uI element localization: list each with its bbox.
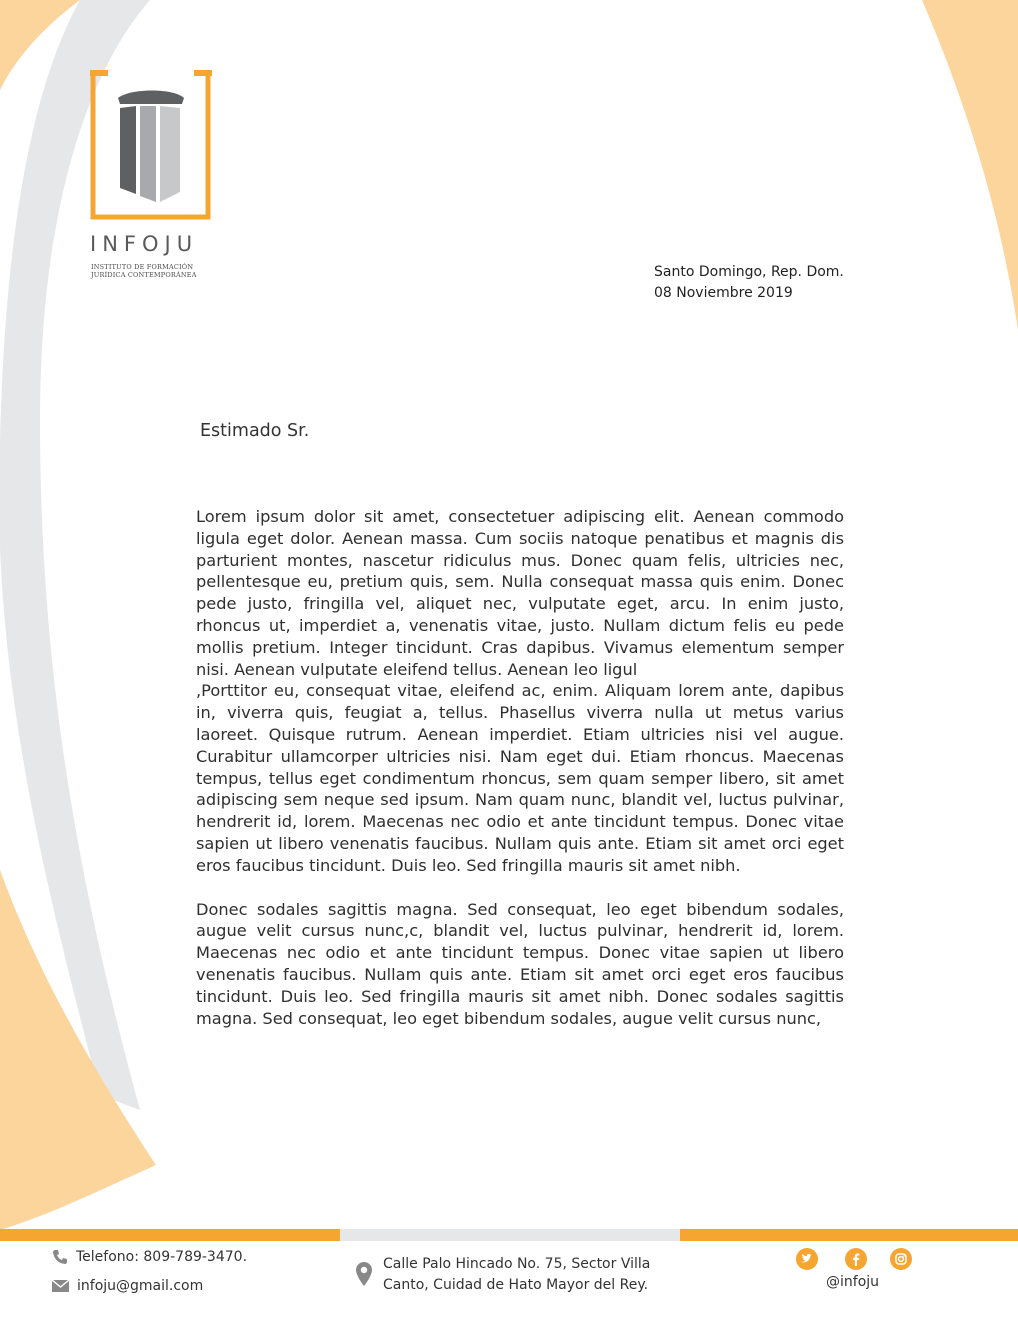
letter-paragraph-2: ,Porttitor eu, consequat vitae, eleifend ac, enim. Aliquam lorem ante, dapibus in, viverra quis, feugiat a, tellus. Phasellus viverra nulla ut metus varius laoreet. Quisque rutrum. Aenean imperdiet. Etiam ultricies nisi vel augue. Curabitur ullamcorper ultricies nisi. Nam eget dui. Etiam rhoncus. Maecenas tempus, tellus eget condimentum rhoncus, sem quam semper libero, sit amet adipiscing sem neque sed ipsum. Nam quam nunc, blandit vel, luctus pulvinar, hendrerit id, lorem. Maecenas nec odio et ante tincidunt tempus. Donec vitae sapien ut libero venenatis faucibus. Nullam quis ante. Etiam sit amet orci eget eros faucibus tincidunt. Duis leo. Sed fringilla mauris sit amet nibh. bbox=[196, 681, 844, 875]
footer-address bbox=[356, 1254, 650, 1296]
letter-body bbox=[196, 506, 844, 1029]
footer-address-line2: Canto, Cuidad de Hato Mayor del Rey. bbox=[383, 1277, 649, 1293]
footer-email bbox=[52, 1278, 203, 1294]
letter-paragraph-3: Donec sodales sagittis magna. Sed consequat, leo eget bibendum sodales, augue velit cursus nunc,c, blandit vel, luctus pulvinar, hendrerit id, lorem. Maecenas nec odio et ante tincidunt tempus. Donec vitae sapien ut libero venenatis faucibus. Nullam quis ante. Etiam sit amet orci eget eros faucibus tincidunt. Duis leo. Sed fringilla mauris sit amet nibh. Donec sodales sagittis magna. Sed consequat, leo eget bibendum sodales, augue velit cursus nunc, bbox=[196, 899, 844, 1028]
footer-stripe-orange-left bbox=[0, 1229, 340, 1241]
footer-stripe-orange-right bbox=[680, 1229, 1018, 1241]
letter-date: 08 Noviembre 2019 bbox=[654, 285, 793, 301]
twitter-icon[interactable] bbox=[796, 1248, 818, 1270]
facebook-icon[interactable] bbox=[845, 1248, 867, 1270]
location-pin-icon bbox=[356, 1262, 372, 1286]
footer-phone-text: Telefono: 809-789-3470. bbox=[76, 1249, 248, 1265]
logo-mark bbox=[90, 70, 212, 222]
logo-subtitle-line2: JURÍDICA CONTEMPORÁNEA bbox=[91, 271, 197, 279]
letter-paragraph-1: Lorem ipsum dolor sit amet, consectetuer adipiscing elit. Aenean commodo ligula eget dolor. Aenean massa. Cum sociis natoque penatibus et magnis dis parturient montes, nascetur ridiculus mus. Donec quam felis, ultricies nec, pellentesque eu, pretium quis, sem. Nulla consequat massa quis enim. Donec pede justo, fringilla vel, aliquet nec, vulputate eget, arcu. In enim justo, rhoncus ut, imperdiet a, venenatis vitae, justo. Nullam dictum felis eu pede mollis pretium. Integer tincidunt. Cras dapibus. Vivamus elementum semper nisi. Aenean vulputate eleifend tellus. Aenean leo ligul bbox=[196, 507, 844, 679]
footer-email-text[interactable]: infoju@gmail.com bbox=[77, 1278, 204, 1294]
social-handle[interactable]: @infoju bbox=[826, 1274, 880, 1290]
place-date bbox=[654, 262, 844, 304]
mail-icon bbox=[52, 1280, 69, 1292]
logo-subtitle-line1: INSTITUTO DE FORMACIÓN bbox=[91, 263, 194, 271]
top-right-orange-swoosh bbox=[922, 0, 1018, 330]
logo-wordmark: INFOJU bbox=[90, 232, 199, 256]
letter-place: Santo Domingo, Rep. Dom. bbox=[654, 264, 844, 280]
phone-icon bbox=[52, 1249, 68, 1265]
logo-subtitle bbox=[91, 263, 197, 279]
footer-stripe-gray bbox=[340, 1229, 680, 1241]
letter-greeting: Estimado Sr. bbox=[200, 421, 310, 441]
footer-address-line1: Calle Palo Hincado No. 75, Sector Villa bbox=[383, 1256, 651, 1272]
instagram-icon[interactable] bbox=[890, 1248, 912, 1270]
footer-phone bbox=[52, 1249, 247, 1265]
